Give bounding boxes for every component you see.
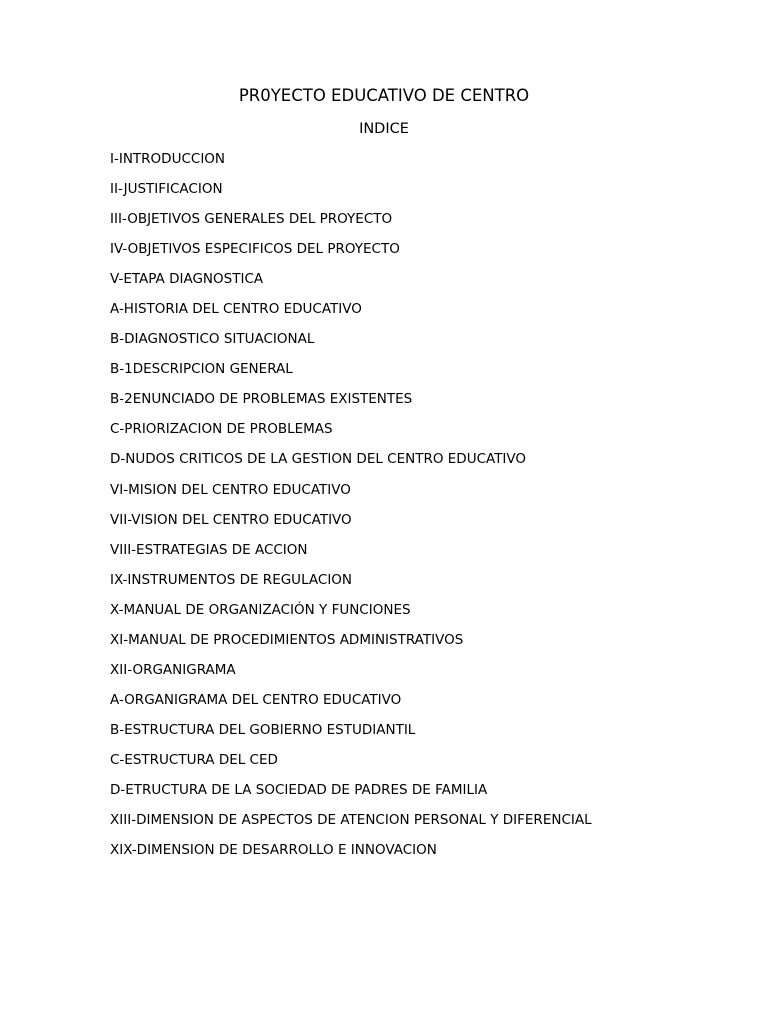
toc-entry: C-ESTRUCTURA DEL CED bbox=[110, 751, 278, 768]
toc-entry: V-ETAPA DIAGNOSTICA bbox=[110, 271, 264, 288]
toc-entry: B-ESTRUCTURA DEL GOBIERNO ESTUDIANTIL bbox=[110, 721, 416, 738]
toc-entry: B-2ENUNCIADO DE PROBLEMAS EXISTENTES bbox=[110, 391, 413, 408]
toc-entry: XI-MANUAL DE PROCEDIMIENTOS ADMINISTRATIVOS bbox=[110, 631, 464, 648]
toc-entry: IV-OBJETIVOS ESPECIFICOS DEL PROYECTO bbox=[110, 241, 400, 258]
toc-entry: XIII-DIMENSION DE ASPECTOS DE ATENCION PERSONAL Y DIFERENCIAL bbox=[110, 812, 592, 829]
index-heading: INDICE bbox=[359, 121, 409, 137]
table-of-contents bbox=[110, 150, 730, 871]
document-title: PR0YECTO EDUCATIVO DE CENTRO bbox=[238, 86, 530, 105]
toc-entry: II-JUSTIFICACION bbox=[110, 181, 223, 198]
toc-entry: B-1DESCRIPCION GENERAL bbox=[110, 361, 293, 378]
toc-entry: VI-MISION DEL CENTRO EDUCATIVO bbox=[110, 481, 351, 498]
toc-entry: D-ETRUCTURA DE LA SOCIEDAD DE PADRES DE FAMILIA bbox=[110, 781, 488, 798]
toc-entry: I-INTRODUCCION bbox=[110, 151, 226, 167]
toc-entry: XIX-DIMENSION DE DESARROLLO E INNOVACION bbox=[110, 842, 437, 859]
toc-entry: D-NUDOS CRITICOS DE LA GESTION DEL CENTRO EDUCATIVO bbox=[110, 451, 527, 468]
toc-entry: A-HISTORIA DEL CENTRO EDUCATIVO bbox=[110, 301, 362, 318]
toc-entry: C-PRIORIZACION DE PROBLEMAS bbox=[110, 421, 333, 438]
toc-entry: B-DIAGNOSTICO SITUACIONAL bbox=[110, 331, 315, 348]
toc-entry: VII-VISION DEL CENTRO EDUCATIVO bbox=[110, 511, 352, 528]
toc-entry: A-ORGANIGRAMA DEL CENTRO EDUCATIVO bbox=[110, 691, 402, 708]
toc-entry: X-MANUAL DE ORGANIZACIÓN Y FUNCIONES bbox=[110, 601, 411, 618]
toc-entry: VIII-ESTRATEGIAS DE ACCION bbox=[110, 541, 308, 558]
toc-entry: III-OBJETIVOS GENERALES DEL PROYECTO bbox=[110, 211, 393, 228]
toc-entry: XII-ORGANIGRAMA bbox=[110, 661, 236, 678]
toc-entry: IX-INSTRUMENTOS DE REGULACION bbox=[110, 571, 353, 588]
